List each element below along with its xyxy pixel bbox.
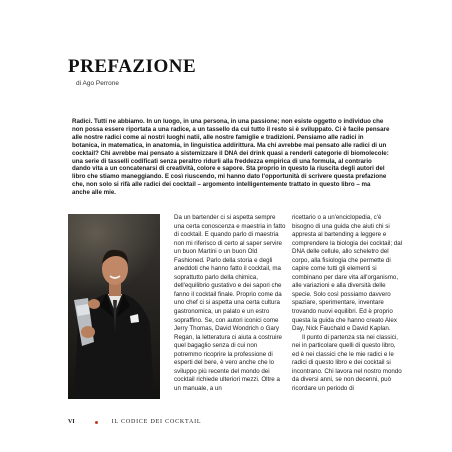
- column-2-paragraph-1: ricettario o a un'enciclopedia, c'è bisogno di una guida che aiuti chi si appresta al bartending a leggere e comprendere la biologia dei cocktail; dal DNA delle cellule, allo scheletro del corpo, alla fisiologia che permette di capire come tutti gli elementi si combinano per dare vita all'organismo, alle variazioni e alla diversità delle specie. Solo così possiamo davvero spaziare, sperimentare, inventare trovando nuovi equilibri. Ed è proprio questa la guida che hanno creato Alex Day, Nick Fauchald e David Kaplan.: [292, 214, 403, 333]
- page-title: PREFAZIONE: [68, 56, 197, 77]
- author-byline: di Ago Perrone: [76, 80, 120, 87]
- text-column-1: [174, 214, 286, 393]
- column-1-paragraph: Da un bartender ci si aspetta sempre una certa conoscenza e maestria in fatto di cocktail. E quando parlo di maestria non mi riferisco di certo al saper servire un buon Martini o un buon Old Fashioned. Parlo della storia e degli aneddoti che hanno fatto il cocktail, ma soprattutto parlo della chimica, dell'equilibrio gustativo e dei sapori che fanno il cocktail finale. Proprio come da uno chef ci si aspetta una certa cultura gastronomica, un palato e un estro sopraffino. Se, con autori iconici come Jerry Thomas, David Wondrich o Gary Regan, la letteratura ci aiuta a costruire quel bagaglio senza di cui non potremmo ricoprire la professione di esperti del bere, è vero anche che lo sviluppo più recente del mondo dei cocktail richiede ulteriori mezzi. Oltre a un manuale, a un: [174, 214, 286, 392]
- book-title: IL CODICE DEI COCKTAIL: [111, 419, 202, 425]
- column-2-paragraph-2: Il punto di partenza sta nei classici, nei in particolare quelli di questo libro, ed è nei classici che le mie radici e le radici di questo libro e dei cocktail si incontrano. Chi lavora nel nostro mondo da diversi anni, se non decenni, può ricordare un periodo di: [292, 333, 402, 392]
- separator-dot-icon: [95, 421, 98, 424]
- bartender-figure: [68, 214, 160, 399]
- text-column-2: [292, 214, 404, 393]
- page-footer: [68, 419, 201, 425]
- bartender-photo: [68, 214, 160, 399]
- intro-paragraph: Radici. Tutti ne abbiamo. In un luogo, in una persona, in una passione; non esiste oggetto o individuo che non possa essere riportata a una radice, a un tassello da cui tutto il resto si è sviluppato. Ci è facile pensare alle nostre radici come ai nostri luoghi natii, alle nostre famiglie e tradizioni. Pensiamo alle radici in botanica, in matematica, in anatomia, in linguistica addirittura. Ma chi avrebbe mai pensato alle radici di un cocktail? Chi avrebbe mai pensato a sistemizzare il DNA dei drink quasi a renderli categorie di biomolecole: una serie di tasselli codificati senza peraltro ridurli alla freddezza empirica di una formula, al contrario dando vita a un concatenarsi di creatività, colore e sapore. Sta proprio in questo la riuscita degli autori del libro che stiamo maneggiando. E così riuscendo, mi hanno dato l'opportunità di scrivere questa prefazione che, non solo si rifà alle radici dei cocktail – argomento intelligentemente trattato in questo libro – ma anche alle mie.: [72, 118, 390, 197]
- page-number: VI: [68, 419, 75, 425]
